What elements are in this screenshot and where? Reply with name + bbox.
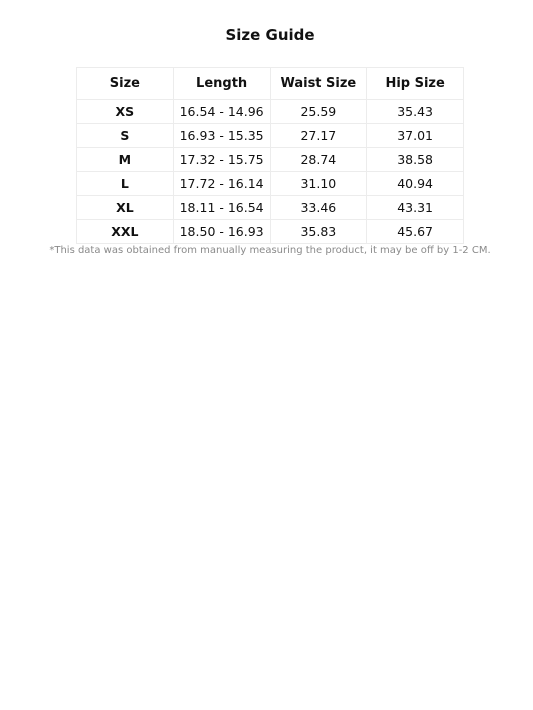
page-title: Size Guide bbox=[225, 26, 315, 44]
cell-waist: 31.10 bbox=[270, 172, 367, 196]
cell-length: 18.50 - 16.93 bbox=[173, 220, 270, 244]
cell-waist: 28.74 bbox=[270, 148, 367, 172]
cell-hip: 45.67 bbox=[367, 220, 464, 244]
header-hip-size: Hip Size bbox=[367, 68, 464, 100]
table-row bbox=[77, 100, 464, 124]
header-length: Length bbox=[173, 68, 270, 100]
table-row bbox=[77, 124, 464, 148]
cell-length: 16.93 - 15.35 bbox=[173, 124, 270, 148]
cell-size: S bbox=[77, 124, 174, 148]
cell-waist: 35.83 bbox=[270, 220, 367, 244]
cell-length: 18.11 - 16.54 bbox=[173, 196, 270, 220]
cell-size: XL bbox=[77, 196, 174, 220]
table-row bbox=[77, 172, 464, 196]
cell-hip: 37.01 bbox=[367, 124, 464, 148]
cell-waist: 27.17 bbox=[270, 124, 367, 148]
cell-hip: 43.31 bbox=[367, 196, 464, 220]
cell-length: 16.54 - 14.96 bbox=[173, 100, 270, 124]
cell-waist: 25.59 bbox=[270, 100, 367, 124]
cell-size: XXL bbox=[77, 220, 174, 244]
cell-size: L bbox=[77, 172, 174, 196]
cell-hip: 38.58 bbox=[367, 148, 464, 172]
cell-hip: 40.94 bbox=[367, 172, 464, 196]
header-waist-size: Waist Size bbox=[270, 68, 367, 100]
table-row bbox=[77, 148, 464, 172]
table-header-row bbox=[77, 68, 464, 100]
cell-length: 17.72 - 16.14 bbox=[173, 172, 270, 196]
size-table bbox=[76, 67, 464, 244]
header-size: Size bbox=[77, 68, 174, 100]
cell-size: XS bbox=[77, 100, 174, 124]
cell-length: 17.32 - 15.75 bbox=[173, 148, 270, 172]
cell-hip: 35.43 bbox=[367, 100, 464, 124]
table-row bbox=[77, 220, 464, 244]
table-row bbox=[77, 196, 464, 220]
cell-size: M bbox=[77, 148, 174, 172]
measurement-disclaimer: *This data was obtained from manually measuring the product, it may be off by 1-2 CM. bbox=[49, 245, 491, 256]
cell-waist: 33.46 bbox=[270, 196, 367, 220]
